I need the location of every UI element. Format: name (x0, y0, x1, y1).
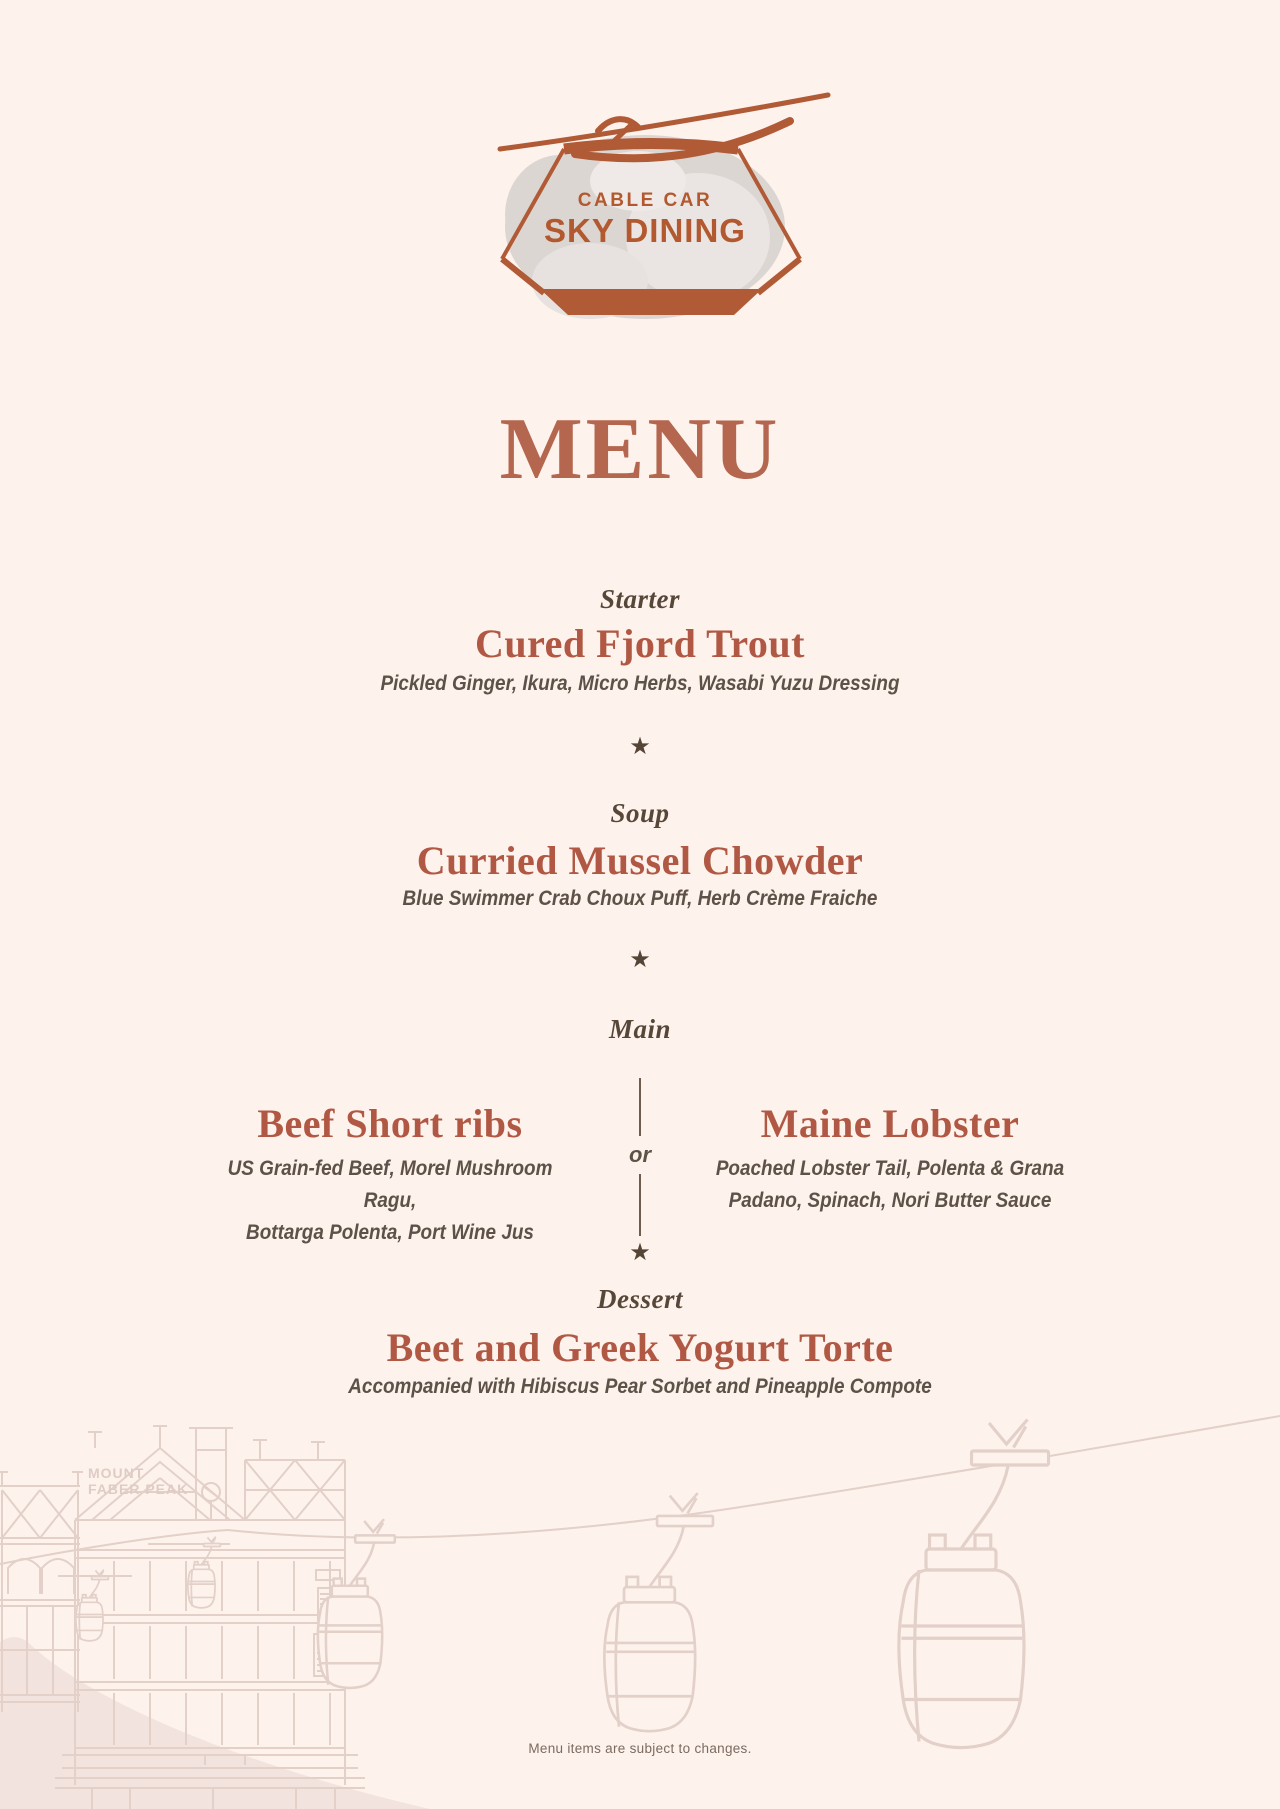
description-line: Padano, Spinach, Nori Butter Sauce (728, 1188, 1052, 1212)
course-label-starter: Starter (599, 584, 681, 614)
course-label-soup: Soup (610, 798, 670, 828)
footer-disclaimer: Menu items are subject to changes. (528, 1741, 752, 1756)
star-divider-icon: ★ (629, 733, 651, 760)
cable-car-icon (76, 1570, 108, 1641)
dish-description-soup: Blue Swimmer Crab Choux Puff, Herb Crème Fraiche (402, 886, 878, 910)
main-option-left (190, 1090, 590, 1248)
main-option-right (690, 1090, 1090, 1216)
star-divider-icon: ★ (629, 1239, 651, 1266)
dish-title-soup: Curried Mussel Chowder (416, 838, 864, 883)
cable-car-icon (188, 1537, 220, 1608)
cable-car-icon (318, 1519, 395, 1688)
dish-title-maine-lobster: Maine Lobster (760, 1101, 1020, 1146)
course-label-dessert: Dessert (597, 1284, 683, 1314)
station-label-line1: MOUNT (88, 1465, 145, 1481)
logo-line2: SKY DINING (544, 212, 746, 249)
cable-car-logo (440, 85, 840, 320)
divider-bar (639, 1174, 641, 1236)
logo-line1: CABLE CAR (577, 190, 713, 211)
dish-title-dessert: Beet and Greek Yogurt Torte (386, 1325, 894, 1370)
or-label: or (629, 1142, 651, 1167)
star-divider-icon: ★ (629, 946, 651, 973)
page-title: MENU (499, 401, 781, 498)
dish-description-dessert: Accompanied with Hibiscus Pear Sorbet and Pineapple Compote (348, 1374, 932, 1398)
dish-description-starter: Pickled Ginger, Ikura, Micro Herbs, Wasabi Yuzu Dressing (380, 671, 900, 695)
divider-bar (639, 1078, 641, 1136)
dish-description-maine-lobster (714, 1152, 1066, 1216)
description-line: Poached Lobster Tail, Polenta & Grana (715, 1156, 1065, 1180)
description-line: Bottarga Polenta, Port Wine Jus (246, 1220, 534, 1244)
dish-title-starter: Cured Fjord Trout (474, 621, 805, 666)
dish-description-beef-short-ribs (214, 1152, 566, 1248)
cable-car-illustration (0, 1190, 1280, 1809)
cable-car-icon (604, 1493, 713, 1731)
cable-line (228, 1416, 1280, 1538)
logo-cabin-base (540, 289, 762, 315)
course-label-main: Main (608, 1014, 672, 1044)
station-label-line2: FABER PEAK (88, 1481, 189, 1497)
description-line: US Grain-fed Beef, Morel Mushroom Ragu, (227, 1156, 553, 1212)
dish-title-beef-short-ribs: Beef Short ribs (257, 1101, 523, 1146)
main-course-options (190, 1090, 1090, 1248)
or-divider (590, 1078, 690, 1236)
